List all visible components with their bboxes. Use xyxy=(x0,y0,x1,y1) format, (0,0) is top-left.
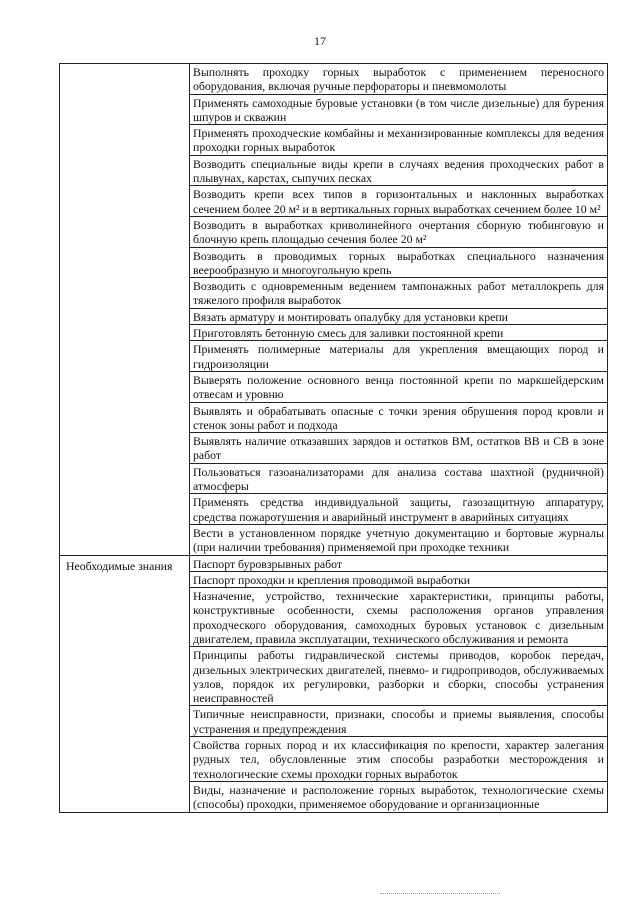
skills-item: Выявлять и обрабатывать опасные с точки зрения обрушения пород кровли и стенок зоны работ и подхода xyxy=(190,402,608,433)
knowledge-item: Принципы работы гидравлической системы приводов, коробок передач, дизельных электрических двигателей, пневмо- и гидроприводов, обслуживаемых узлов, порядок их регулировки, разборки и сборки, способы устранения неисправностей xyxy=(190,647,608,706)
knowledge-item: Назначение, устройство, технические характеристики, принципы работы, конструктивные особенности, схемы расположения органов управления проходческого оборудования, самоходных буровых установок с дизельным двигателем, правила эксплуатации, технического обслуживания и ремонта xyxy=(190,588,608,647)
skills-item: Вести в установленном порядке учетную документацию и бортовые журналы (при наличии требования) применяемой при проходке техники xyxy=(190,524,608,555)
knowledge-item: Паспорт проходки и крепления проводимой выработки xyxy=(190,571,608,587)
skills-item: Пользоваться газоанализаторами для анализа состава шахтной (рудничной) атмосферы xyxy=(190,463,608,494)
skills-item: Выверять положение основного венца постоянной крепи по маркшейдерским отвесам и уровню xyxy=(190,371,608,402)
skills-item: Выявлять наличие отказавших зарядов и остатков ВМ, остатков ВВ и СВ в зоне работ xyxy=(190,433,608,464)
skills-heading xyxy=(60,64,190,556)
knowledge-item: Свойства горных пород и их классификация по крепости, характер залегания рудных тел, обусловленные этим способы разработки месторождения и технологические схемы проходки горных выработок xyxy=(190,737,608,782)
skills-item: Вязать арматуру и монтировать опалубку для установки крепи xyxy=(190,308,608,324)
skills-item: Применять проходческие комбайны и механизированные комплексы для ведения проходки горных выработок xyxy=(190,125,608,156)
knowledge-heading: Необходимые знания xyxy=(60,555,190,812)
skills-item: Выполнять проходку горных выработок с применением переносного оборудования, включая ручные перфораторы и пневмомолоты xyxy=(190,64,608,95)
skills-item: Возводить специальные виды крепи в случаях ведения проходческих работ в плывунах, карстах, сыпучих песках xyxy=(190,155,608,186)
skills-item: Применять средства индивидуальной защиты, газозащитную аппаратуру, средства пожаротушения и аварийный инструмент в аварийных ситуациях xyxy=(190,494,608,525)
skills-row xyxy=(60,64,608,95)
skills-knowledge-table xyxy=(59,63,608,813)
skills-item: Применять полимерные материалы для укрепления вмещающих пород и гидроизоляции xyxy=(190,341,608,372)
skills-item: Приготовлять бетонную смесь для заливки постоянной крепи xyxy=(190,325,608,341)
skills-item: Возводить крепи всех типов в горизонтальных и наклонных выработках сечением более 20 м² и в вертикальных горных выработках сечением более 10 м² xyxy=(190,186,608,217)
skills-item: Возводить в выработках криволинейного очертания сборную тюбинговую и блочную крепь площадью сечения более 20 м² xyxy=(190,216,608,247)
skills-item: Возводить в проводимых горных выработках специального назначения веерообразную и многоугольную крепь xyxy=(190,247,608,278)
skills-item: Применять самоходные буровые установки (в том числе дизельные) для бурения шпуров и скважин xyxy=(190,94,608,125)
page-number: 17 xyxy=(314,34,326,48)
knowledge-item: Типичные неисправности, признаки, способы и приемы выявления, способы устранения и предупреждения xyxy=(190,706,608,737)
knowledge-row xyxy=(60,555,608,571)
knowledge-item: Виды, назначение и расположение горных выработок, технологические схемы (способы) проходки, применяемое оборудование и организационные xyxy=(190,781,608,812)
knowledge-item: Паспорт буровзрывных работ xyxy=(190,555,608,571)
skills-item: Возводить с одновременным ведением тампонажных работ металлокрепь для тяжелого профиля выработок xyxy=(190,278,608,309)
scan-trace-line xyxy=(380,893,500,895)
